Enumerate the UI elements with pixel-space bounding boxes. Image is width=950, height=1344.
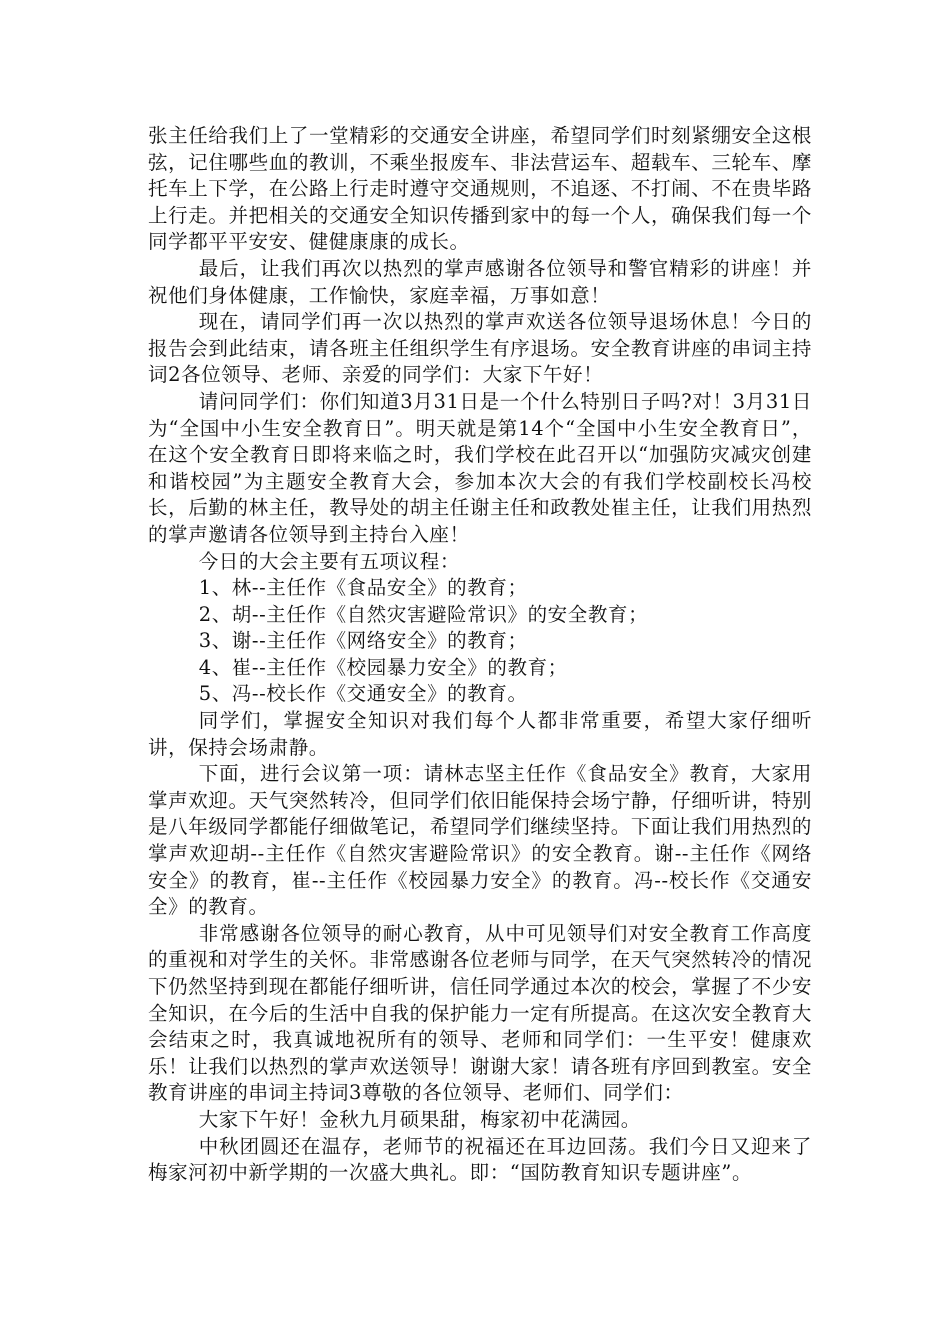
agenda-item-1: 1、林--主任作《食品安全》的教育； (198, 576, 528, 600)
agenda-item-4: 4、崔--主任作《校园暴力安全》的教育； (198, 655, 568, 679)
paragraph-agenda-intro: 今日的大会主要有五项议程： (198, 549, 460, 573)
paragraph-farewell-host-2: 现在，请同学们再一次以热烈的掌声欢送各位领导退场休息！今日的报告会到此结束，请各班主任组织学生有序退场。安全教育讲座的串词主持词2各位领导、老师、亲爱的同学们：大家下午好！ (148, 310, 812, 387)
agenda-item-2: 2、胡--主任作《自然灾害避险常识》的安全教育； (198, 602, 649, 626)
paragraph-traffic-lecture: 张主任给我们上了一堂精彩的交通安全讲座，希望同学们时刻紧绷安全这根弦，记住哪些血的教训，不乘坐报废车、非法营运车、超载车、三轮车、摩托车上下学，在公路上行走时遵守交通规则，不追逐、不打闹、不在贵毕路上行走。并把相关的交通安全知识传播到家中的每一个人，确保我们每一个同学都平平安安、健健康康的成长。 (148, 124, 812, 254)
paragraph-safety-day-intro: 请问同学们：你们知道3月31日是一个什么特别日子吗?对！3月31日为“全国中小生安全教育日”。明天就是第14个“全国中小生安全教育日”，在这个安全教育日即将来临之时，我们学校在此召开以“加强防灾减灾创建和谐校园”为主题安全教育大会，参加本次大会的有我们学校副校长冯校长，后勤的林主任，教导处的胡主任谢主任和政教处崔主任，让我们用热烈的掌声邀请各位领导到主持台入座！ (148, 389, 812, 546)
paragraph-thanks-leaders: 最后，让我们再次以热烈的掌声感谢各位领导和警官精彩的讲座！并祝他们身体健康，工作愉快，家庭幸福，万事如意！ (148, 256, 812, 307)
paragraph-keep-quiet: 同学们，掌握安全知识对我们每个人都非常重要，希望大家仔细听讲，保持会场肃静。 (148, 709, 812, 759)
paragraph-first-item: 下面，进行会议第一项：请林志坚主任作《食品安全》教育，大家用掌声欢迎。天气突然转冷，但同学们依旧能保持会场宁静，仔细听讲，特别是八年级同学都能仔细做笔记，希望同学们继续坚持。下面让我们用热烈的掌声欢迎胡--主任作《自然灾害避险常识》的安全教育。谢--主任作《网络安全》的教育，崔--主任作《校园暴力安全》的教育。冯--校长作《交通安全》的教育。 (148, 762, 812, 919)
paragraph-closing-thanks: 非常感谢各位领导的耐心教育，从中可见领导们对安全教育工作高度的重视和对学生的关怀。非常感谢各位老师与同学，在天气突然转冷的情况下仍然坚持到现在都能仔细听讲，信任同学通过本次的校会，掌握了不少安全知识，在今后的生活中自我的保护能力一定有所提高。在这次安全教育大会结束之时，我真诚地祝所有的领导、老师和同学们：一生平安！健康欢乐！让我们以热烈的掌声欢送领导！谢谢大家！请各班有序回到教室。安全教育讲座的串词主持词3尊敬的各位领导、老师们、同学们： (148, 921, 812, 1105)
paragraph-mid-autumn: 中秋团圆还在温存，老师节的祝福还在耳边回荡。我们今日又迎来了梅家河初中新学期的一次盛大典礼。即：“国防教育知识专题讲座”。 (148, 1134, 812, 1185)
paragraph-greeting: 大家下午好！金秋九月硕果甜，梅家初中花满园。 (198, 1107, 641, 1131)
agenda-item-3: 3、谢--主任作《网络安全》的教育； (198, 629, 528, 653)
agenda-item-5: 5、冯--校长作《交通安全》的教育。 (198, 682, 528, 706)
document-body (148, 123, 812, 1187)
